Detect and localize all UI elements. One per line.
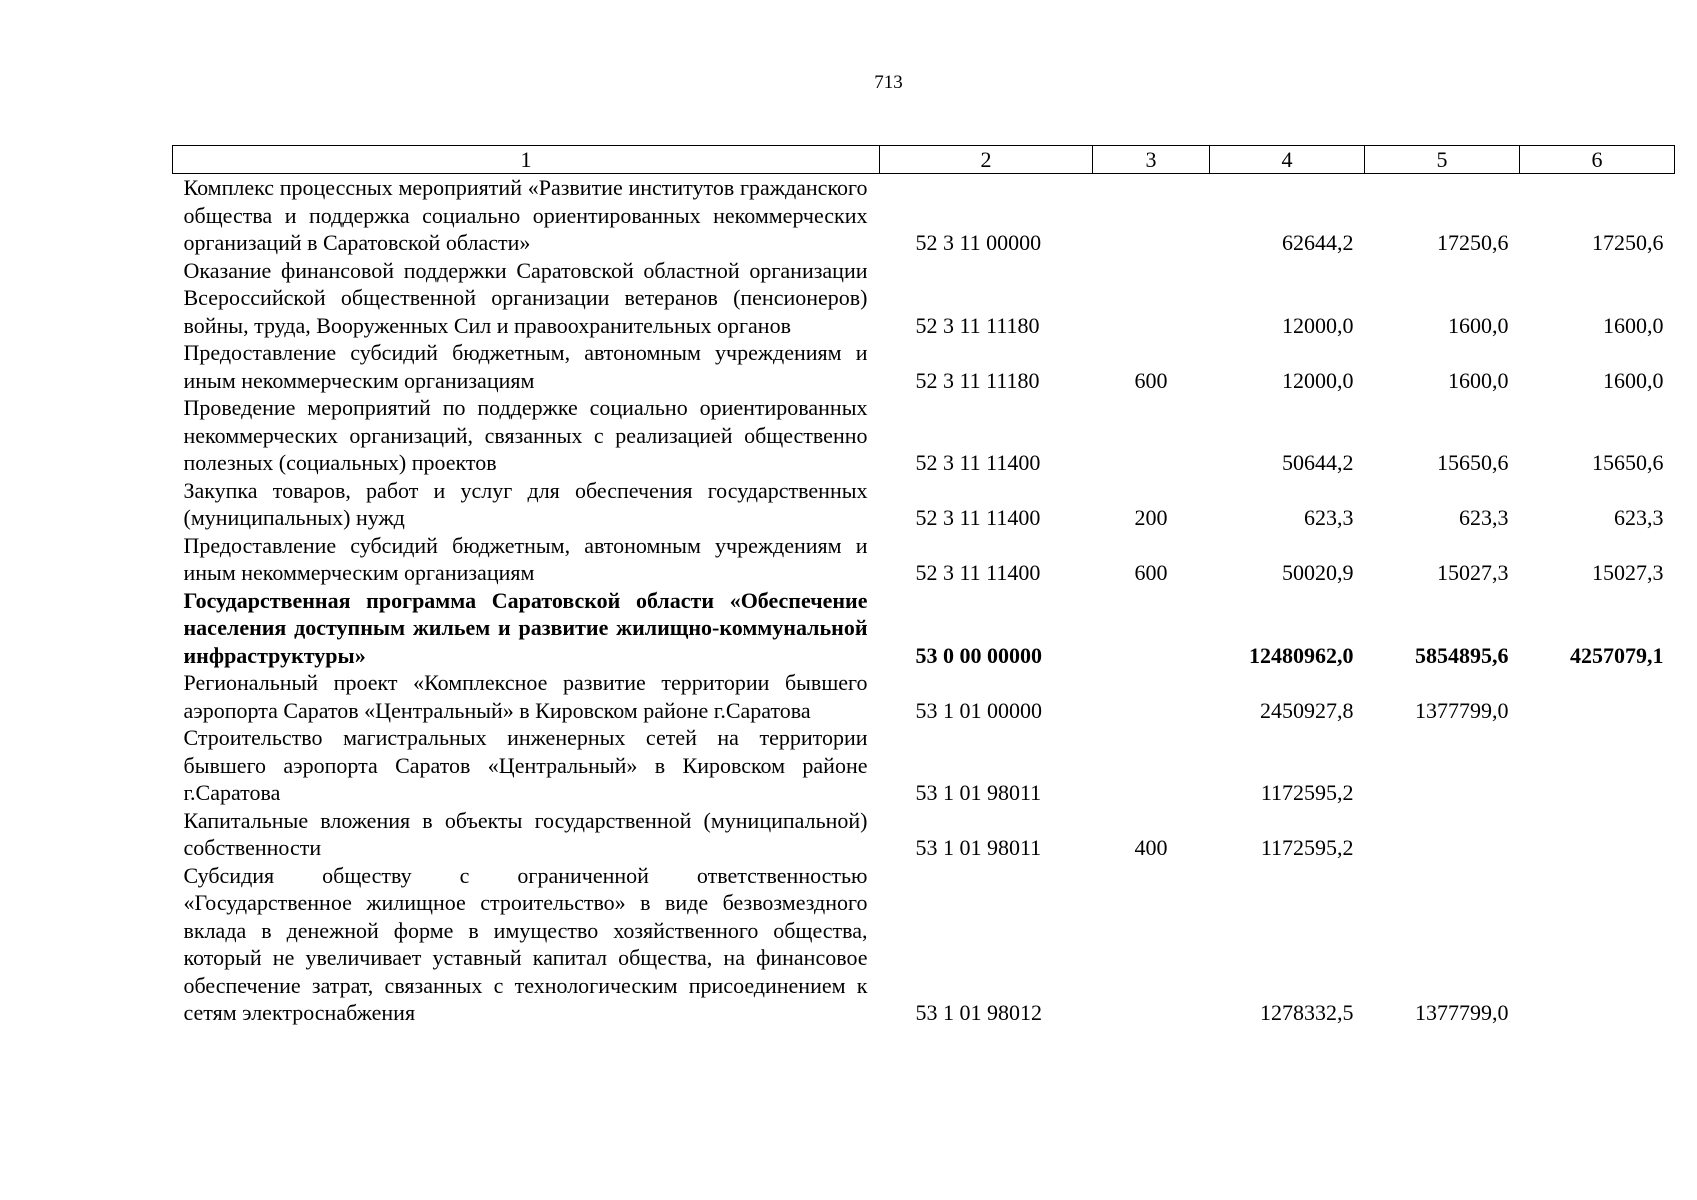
row-value-col6: 15027,3 xyxy=(1592,560,1664,585)
row-value-col4: 1172595,2 xyxy=(1260,835,1354,860)
row-expense-type xyxy=(1093,587,1210,670)
table-row xyxy=(173,339,1675,394)
row-code: 52 3 11 11180 xyxy=(915,312,1040,338)
column-header-4: 4 xyxy=(1210,146,1365,174)
row-name: Строительство магистральных инженерных сетей на территории бывшего аэропорта Саратов «Центральный» в Кировском районе г.Саратова xyxy=(183,725,868,805)
row-value-col4: 623,3 xyxy=(1304,505,1354,530)
row-code: 53 1 01 00000 xyxy=(915,697,1042,723)
row-value-col4: 50020,9 xyxy=(1282,560,1354,585)
row-value-col5: 1600,0 xyxy=(1448,312,1509,338)
row-value-col5: 1600,0 xyxy=(1448,367,1509,393)
row-name: Региональный проект «Комплексное развитие территории бывшего аэропорта Саратов «Центральный» в Кировском районе г.Саратова xyxy=(183,670,868,723)
row-value-col4: 50644,2 xyxy=(1282,450,1354,475)
row-value-col6: 1600,0 xyxy=(1603,367,1664,393)
row-expense-type: 600 xyxy=(1134,367,1168,393)
row-value-col5 xyxy=(1365,724,1520,807)
row-expense-type: 400 xyxy=(1134,835,1168,860)
row-code: 52 3 11 00000 xyxy=(915,230,1042,255)
column-header-3: 3 xyxy=(1093,146,1210,174)
row-code: 52 3 11 11400 xyxy=(915,560,1041,585)
header-row xyxy=(173,146,1675,174)
table-row xyxy=(173,257,1675,340)
row-expense-type xyxy=(1093,174,1210,257)
row-value-col6 xyxy=(1520,862,1675,1027)
row-expense-type xyxy=(1093,257,1210,340)
row-value-col6: 15650,6 xyxy=(1592,450,1664,475)
row-expense-type xyxy=(1093,724,1210,807)
row-name: Субсидия обществу с ограниченной ответственностью «Государственное жилищное строительство» в виде безвозмездного вклада в денежной форме в имущество хозяйственного общества, который не увеличивает уставный капитал общества, на финансовое обеспечение затрат, связанных с технологическим присоединением к сетям электроснабжения xyxy=(183,862,868,1025)
row-code: 53 1 01 98011 xyxy=(915,835,1042,860)
budget-table xyxy=(172,145,1675,1027)
row-expense-type xyxy=(1093,669,1210,724)
column-header-6: 6 xyxy=(1520,146,1675,174)
page-number: 713 xyxy=(874,72,903,93)
row-value-col5: 17250,6 xyxy=(1437,230,1509,255)
row-value-col6 xyxy=(1520,669,1675,724)
row-value-col6: 17250,6 xyxy=(1592,230,1664,255)
row-expense-type: 600 xyxy=(1134,560,1168,585)
table-row xyxy=(173,724,1675,807)
table-row xyxy=(173,394,1675,477)
row-expense-type: 200 xyxy=(1134,505,1168,530)
row-value-col5: 623,3 xyxy=(1459,505,1509,530)
row-value-col5: 1377799,0 xyxy=(1415,697,1509,723)
table-row xyxy=(173,174,1675,257)
row-value-col5: 15650,6 xyxy=(1437,450,1509,475)
table-row xyxy=(173,532,1675,587)
table-body xyxy=(173,174,1675,1027)
row-value-col5: 15027,3 xyxy=(1437,560,1509,585)
table-header xyxy=(173,146,1675,174)
row-value-col6: 623,3 xyxy=(1614,505,1664,530)
row-value-col5: 5854895,6 xyxy=(1415,642,1509,668)
row-code: 53 0 00 00000 xyxy=(915,642,1042,668)
row-value-col6: 1600,0 xyxy=(1603,312,1664,338)
table-row xyxy=(173,669,1675,724)
row-value-col5: 1377799,0 xyxy=(1415,1000,1509,1025)
row-value-col4: 62644,2 xyxy=(1282,230,1354,255)
row-code: 53 1 01 98011 xyxy=(915,780,1042,805)
row-name: Оказание финансовой поддержки Саратовской областной организации Всероссийской общественной организации ветеранов (пенсионеров) войны, труда, Вооруженных Сил и правоохранительных органов xyxy=(183,257,868,338)
row-name: Комплекс процессных мероприятий «Развитие институтов гражданского общества и поддержка социально ориентированных некоммерческих организаций в Саратовской области» xyxy=(183,175,868,255)
row-value-col5 xyxy=(1365,807,1520,862)
row-value-col6: 4257079,1 xyxy=(1570,642,1664,668)
row-value-col4: 1278332,5 xyxy=(1260,1000,1354,1025)
table-row-program xyxy=(173,587,1675,670)
row-value-col6 xyxy=(1520,724,1675,807)
column-header-1: 1 xyxy=(173,146,880,174)
row-expense-type xyxy=(1093,394,1210,477)
row-value-col4: 12000,0 xyxy=(1282,312,1354,338)
column-header-2: 2 xyxy=(880,146,1093,174)
row-name: Закупка товаров, работ и услуг для обеспечения государственных (муниципальных) нужд xyxy=(183,477,868,530)
row-name: Предоставление субсидий бюджетным, автономным учреждениям и иным некоммерческим организациям xyxy=(183,340,868,393)
row-name: Государственная программа Саратовской области «Обеспечение населения доступным жильем и развитие жилищно-коммунальной инфраструктуры» xyxy=(183,587,868,668)
row-code: 52 3 11 11400 xyxy=(915,450,1041,475)
row-value-col4: 2450927,8 xyxy=(1260,697,1354,723)
row-value-col4: 12000,0 xyxy=(1282,367,1354,393)
column-header-5: 5 xyxy=(1365,146,1520,174)
row-name: Проведение мероприятий по поддержке социально ориентированных некоммерческих организаций, связанных с реализацией общественно полезных (социальных) проектов xyxy=(183,395,868,475)
row-code: 53 1 01 98012 xyxy=(915,1000,1042,1025)
row-code: 52 3 11 11400 xyxy=(915,505,1041,530)
row-name: Капитальные вложения в объекты государственной (муниципальной) собственности xyxy=(183,807,868,860)
row-expense-type xyxy=(1093,862,1210,1027)
row-code: 52 3 11 11180 xyxy=(915,367,1040,393)
row-value-col4: 1172595,2 xyxy=(1260,780,1354,805)
row-name: Предоставление субсидий бюджетным, автономным учреждениям и иным некоммерческим организациям xyxy=(183,532,868,585)
table-row xyxy=(173,477,1675,532)
row-value-col6 xyxy=(1520,807,1675,862)
table-row xyxy=(173,807,1675,862)
row-value-col4: 12480962,0 xyxy=(1249,642,1354,668)
table-row xyxy=(173,862,1675,1027)
